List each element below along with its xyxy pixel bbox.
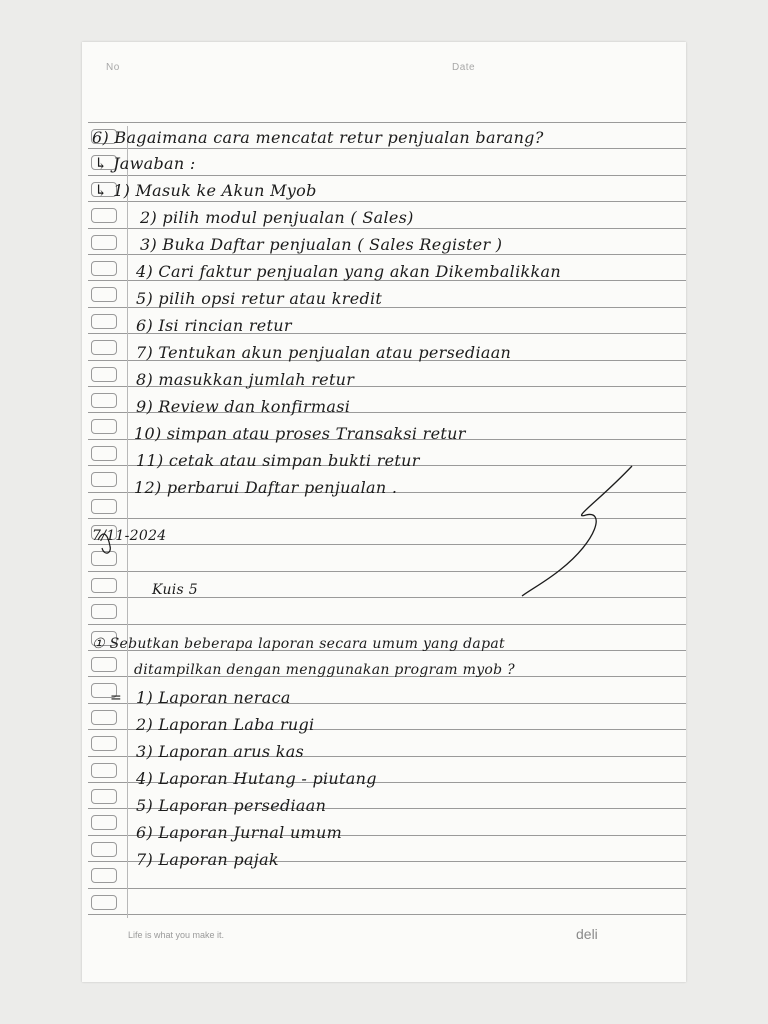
- quiz-title: Kuis 5: [152, 582, 198, 598]
- step-12: 12) perbarui Daftar penjualan .: [134, 478, 398, 497]
- step-8: 8) masukkan jumlah retur: [136, 370, 355, 389]
- step-3: 3) Buka Daftar penjualan ( Sales Register ): [140, 235, 503, 254]
- report-2: 2) Laporan Laba rugi: [136, 715, 315, 734]
- report-1: 1) Laporan neraca: [136, 688, 291, 707]
- step-4: 4) Cari faktur penjualan yang akan Dikembalikkan: [136, 262, 561, 281]
- step-9: 9) Review dan konfirmasi: [136, 397, 351, 416]
- signature-date: 7/11-2024: [92, 528, 167, 544]
- no-label: No: [106, 62, 120, 73]
- report-4: 4) Laporan Hutang - piutang: [136, 769, 377, 788]
- report-3: 3) Laporan arus kas: [136, 742, 305, 761]
- date-label: Date: [452, 62, 476, 73]
- step-2: 2) pilih modul penjualan ( Sales): [140, 208, 414, 227]
- step-5: 5) pilih opsi retur atau kredit: [136, 289, 383, 308]
- report-6: 6) Laporan Jurnal umum: [136, 823, 343, 842]
- step-7: 7) Tentukan akun penjualan atau persediaan: [136, 343, 512, 362]
- question-1-line-2: ditampilkan dengan menggunakan program myob ?: [134, 662, 515, 678]
- brand-logo: deli: [576, 926, 598, 942]
- footer-slogan: Life is what you make it.: [128, 930, 225, 940]
- question-1-line-1: ① Sebutkan beberapa laporan secara umum yang dapat: [92, 636, 505, 652]
- answer-heading: ↳ Jawaban :: [94, 154, 196, 173]
- report-7: 7) Laporan pajak: [136, 850, 279, 869]
- step-10: 10) simpan atau proses Transaksi retur: [134, 424, 466, 443]
- step-1: ↳ 1) Masuk ke Akun Myob: [94, 181, 317, 200]
- report-5: 5) Laporan persediaan: [136, 796, 327, 815]
- step-6: 6) Isi rincian retur: [136, 316, 292, 335]
- question-6: 6) Bagaimana cara mencatat retur penjualan barang?: [92, 128, 544, 147]
- step-11: 11) cetak atau simpan bukti retur: [136, 451, 420, 470]
- answer-marker: =: [110, 690, 123, 706]
